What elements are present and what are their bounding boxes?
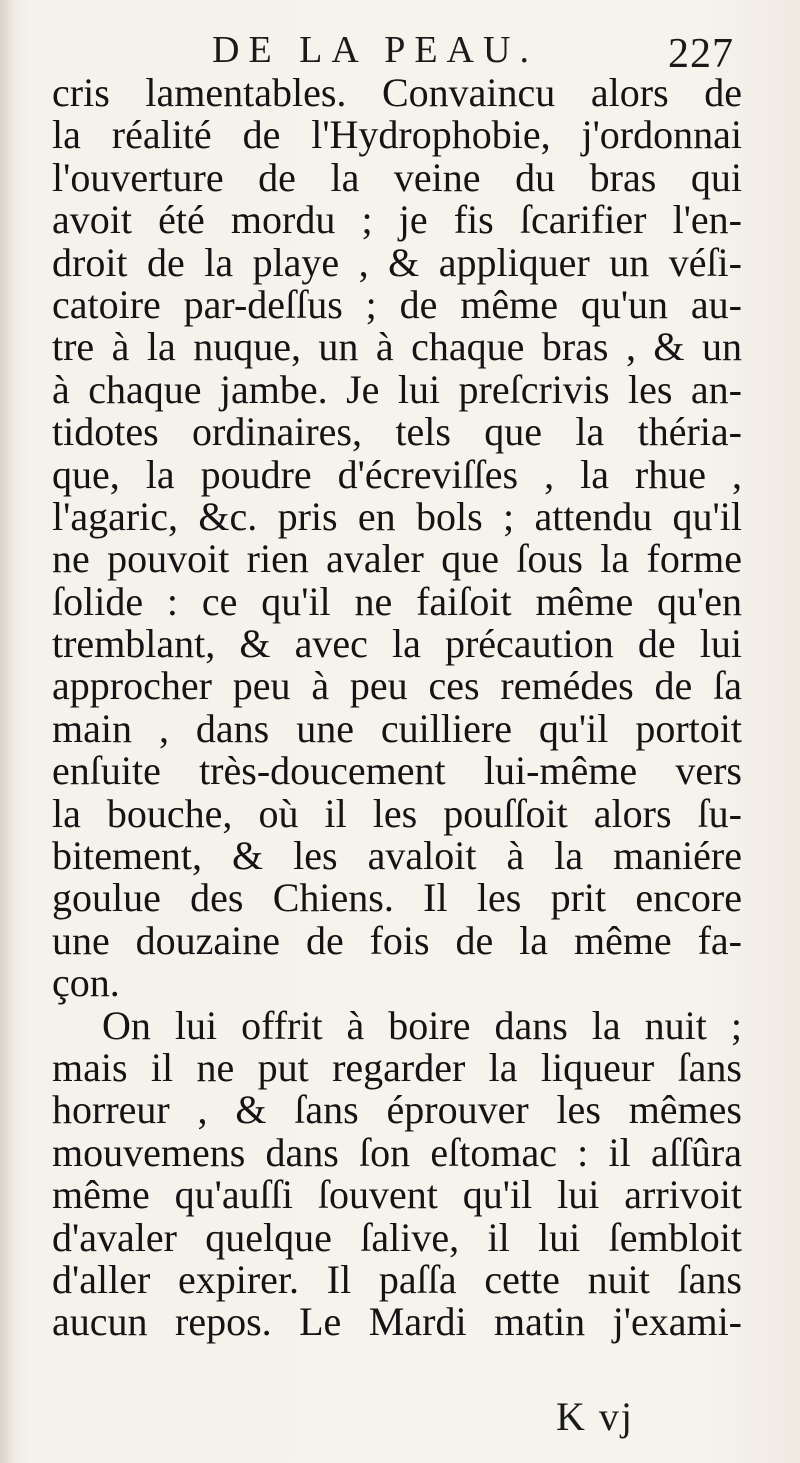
- text-line: tidotes ordinaires, tels que la thériа-: [52, 409, 742, 455]
- text-line: enſuite très-doucement lui-même vers: [52, 748, 742, 794]
- text-line: horreur , & ſans éprouver les mêmes: [52, 1087, 742, 1133]
- text-line: mais il ne put regarder la liqueur ſans: [52, 1044, 742, 1090]
- text-line: la bouche, où il les pouſſoit alors ſu-: [52, 790, 742, 836]
- text-line: l'agaric, &c. pris en bols ; attendu qu'il: [52, 493, 742, 539]
- text-line: l'ouverture de la veine du bras qui: [52, 154, 742, 200]
- text-line: à chaque jambe. Je lui preſcrivis les an-: [52, 366, 742, 412]
- paragraph-start-line: On lui offrit à boire dans la nuit ;: [102, 1002, 742, 1048]
- text-line: mouvemens dans ſon eſtomac : il aſſûra: [52, 1129, 742, 1175]
- text-line: tre à la nuque, un à chaque bras , & un: [52, 324, 742, 370]
- text-line: approcher peu à peu ces remédes de ſa: [52, 663, 742, 709]
- text-line: une douzaine de fois de la même fa-: [52, 917, 742, 963]
- text-line: d'aller expirer. Il paſſa cette nuit ſans: [52, 1256, 742, 1302]
- body-text: [52, 72, 742, 1344]
- text-line: que, la poudre d'écreviſſes , la rhue ,: [52, 451, 742, 497]
- text-line: la réalité de l'Hydrophobie, j'ordonnai: [52, 112, 742, 158]
- page-number: 227: [668, 31, 734, 77]
- text-line: cris lamentables. Convaincu alors de: [52, 70, 742, 115]
- paragraph-end-line: çon.: [52, 960, 120, 1006]
- text-line: d'avaler quelque ſalive, il lui ſembloit: [52, 1214, 742, 1260]
- running-head: DE LA PEAU.: [212, 29, 538, 71]
- signature-mark: K vj: [556, 1394, 634, 1439]
- text-line: main , dans une cuilliere qu'il portoit: [52, 705, 742, 751]
- text-line: aucun repos. Le Mardi matin j'exami-: [52, 1299, 742, 1345]
- text-line: goulue des Chiens. Il les prit encore: [52, 875, 742, 921]
- text-line: même qu'auſſi ſouvent qu'il lui arrivoit: [52, 1172, 742, 1218]
- text-line: tremblant, & avec la précaution de lui: [52, 621, 742, 667]
- text-line: ſolide : ce qu'il ne faiſoit même qu'en: [52, 578, 742, 624]
- text-line: droit de la playe , & appliquer un véſi-: [52, 239, 742, 285]
- text-line: avoit été mordu ; je fis ſcarifier l'en-: [52, 197, 742, 243]
- text-line: bitement, & les avaloit à la maniére: [52, 833, 742, 879]
- gutter-shadow: [0, 0, 14, 1463]
- text-line: catoire par-deſſus ; de même qu'un au-: [52, 281, 742, 327]
- text-line: ne pouvoit rien avaler que ſous la forme: [52, 536, 742, 582]
